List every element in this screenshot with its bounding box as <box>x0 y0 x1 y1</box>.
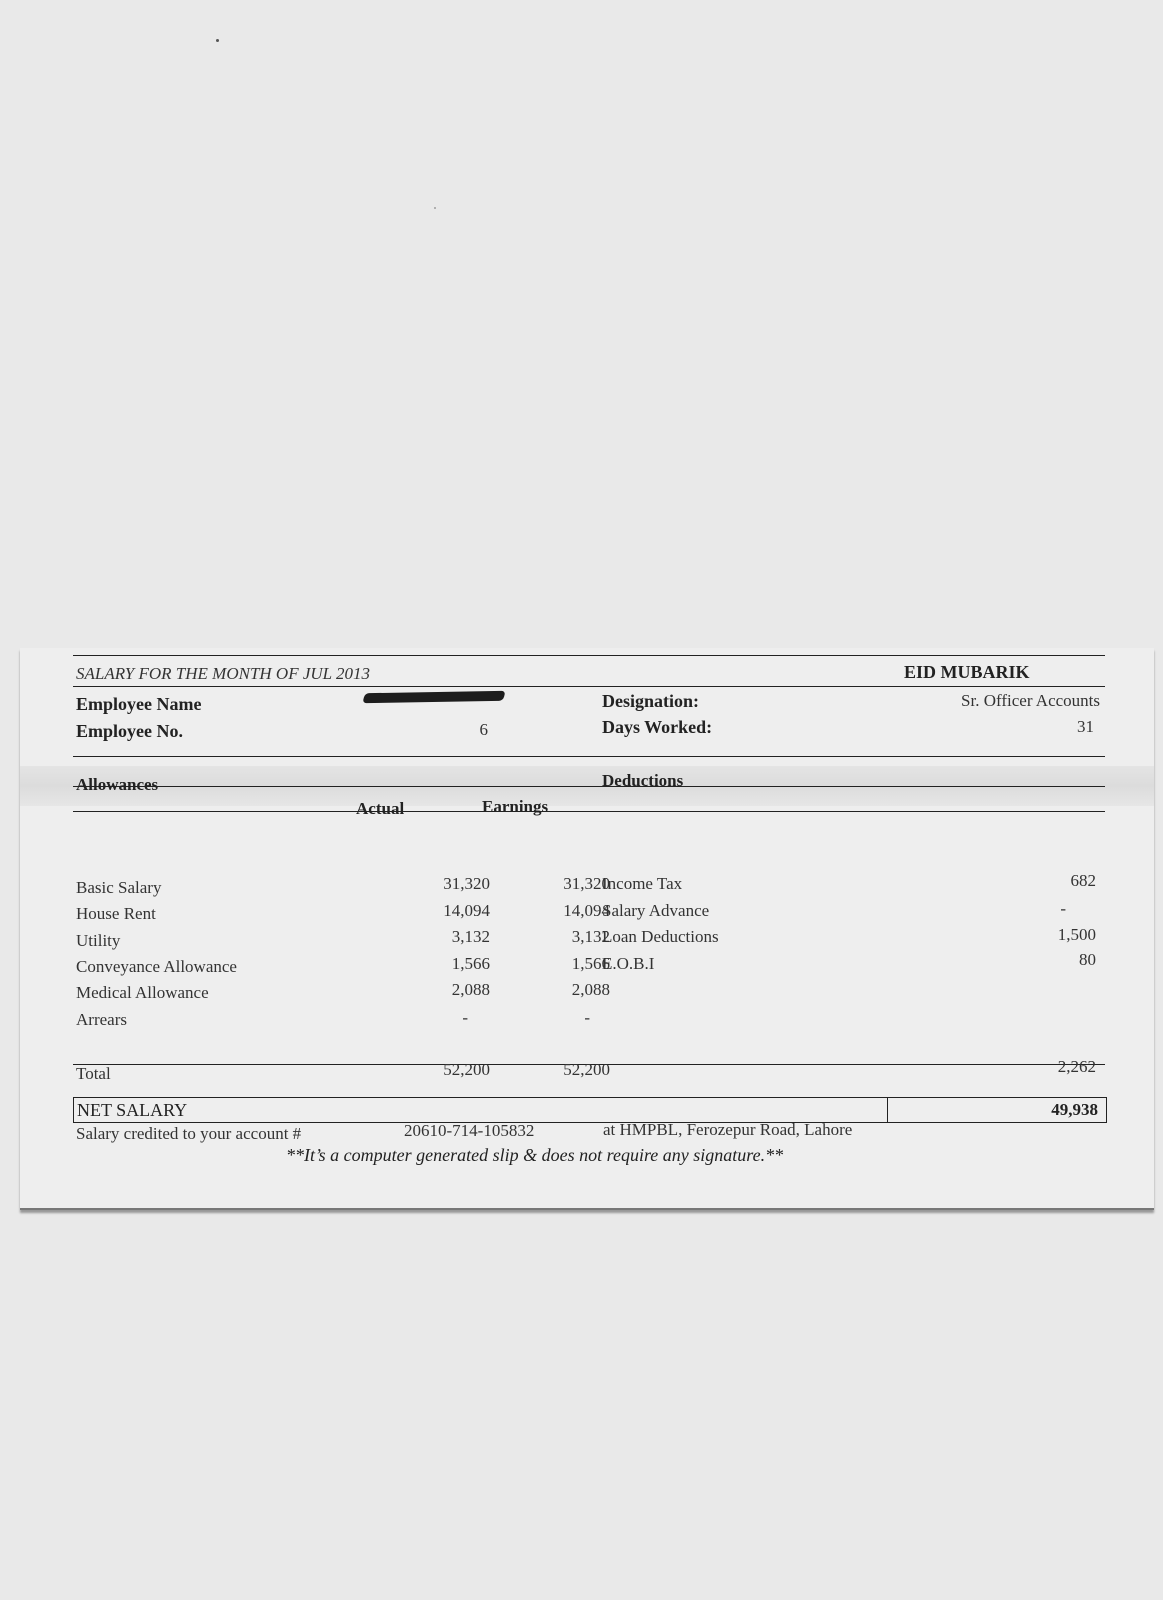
employee-name-label: Employee Name <box>76 694 202 714</box>
deduction-amount: 682 <box>1070 871 1096 890</box>
allowance-earnings: 31,320 <box>563 874 610 893</box>
total-deductions: 2,262 <box>1057 1057 1096 1076</box>
total-label: Total <box>76 1064 111 1083</box>
allowance-actual: - <box>462 1008 468 1027</box>
section-rule-top <box>73 756 1105 757</box>
section-rule-mid <box>73 786 1105 787</box>
total-earnings: 52,200 <box>563 1060 610 1079</box>
days-worked-label: Days Worked: <box>602 717 713 737</box>
deduction-amount: 80 <box>1079 950 1096 969</box>
net-salary-divider <box>887 1097 888 1123</box>
employee-no-value: 6 <box>479 720 488 739</box>
deduction-label: Income Tax <box>602 874 683 893</box>
salary-slip <box>20 648 1154 1210</box>
allowance-earnings: 1,566 <box>571 954 610 973</box>
bank-branch: at HMPBL, Ferozepur Road, Lahore <box>603 1120 853 1139</box>
net-salary-value: 49,938 <box>1051 1100 1098 1119</box>
allowance-actual: 3,132 <box>451 927 490 946</box>
account-credit-label: Salary credited to your account # <box>76 1124 302 1143</box>
net-salary-label: NET SALARY <box>77 1100 188 1120</box>
scan-speck <box>216 39 219 42</box>
allowance-earnings: 2,088 <box>571 980 610 999</box>
deduction-label: Loan Deductions <box>602 927 719 946</box>
earnings-heading: Earnings <box>482 797 549 816</box>
computer-generated-note: **It’s a computer generated slip & does not require any signature.** <box>286 1145 784 1165</box>
allowance-earnings: 14,094 <box>563 901 610 920</box>
deductions-heading: Deductions <box>602 771 684 790</box>
allowance-earnings: 3,132 <box>571 927 610 946</box>
designation-label: Designation: <box>602 691 700 711</box>
actual-heading: Actual <box>356 799 405 818</box>
allowance-label: Basic Salary <box>76 878 162 897</box>
allowance-label: Utility <box>76 931 121 950</box>
company-name: EID MUBARIK <box>904 662 1030 682</box>
slip-title: SALARY FOR THE MONTH OF JUL 2013 <box>76 664 371 683</box>
allowance-actual: 2,088 <box>451 980 490 999</box>
deduction-label: Salary Advance <box>602 901 710 920</box>
allowance-label: House Rent <box>76 904 156 923</box>
section-rule-bottom <box>73 811 1105 812</box>
account-number: 20610-714-105832 <box>404 1121 535 1140</box>
allowance-earnings: - <box>584 1008 590 1027</box>
deduction-amount: - <box>1060 899 1066 918</box>
allowance-label: Medical Allowance <box>76 983 209 1002</box>
designation-value: Sr. Officer Accounts <box>961 691 1100 710</box>
total-actual: 52,200 <box>443 1060 490 1079</box>
header-rule <box>73 686 1105 687</box>
employee-no-label: Employee No. <box>76 721 183 741</box>
allowance-actual: 14,094 <box>443 901 490 920</box>
net-salary-box <box>73 1097 1107 1123</box>
top-rule <box>73 655 1105 656</box>
allowances-heading: Allowances <box>76 775 159 794</box>
allowance-actual: 31,320 <box>443 874 490 893</box>
allowance-actual: 1,566 <box>451 954 490 973</box>
allowance-label: Arrears <box>76 1010 127 1029</box>
deduction-amount: 1,500 <box>1057 925 1096 944</box>
redacted-employee-name <box>362 691 505 703</box>
allowance-label: Conveyance Allowance <box>76 957 237 976</box>
deduction-label: E.O.B.I <box>602 954 655 973</box>
scan-speck <box>434 207 436 209</box>
days-worked-value: 31 <box>1077 717 1094 736</box>
